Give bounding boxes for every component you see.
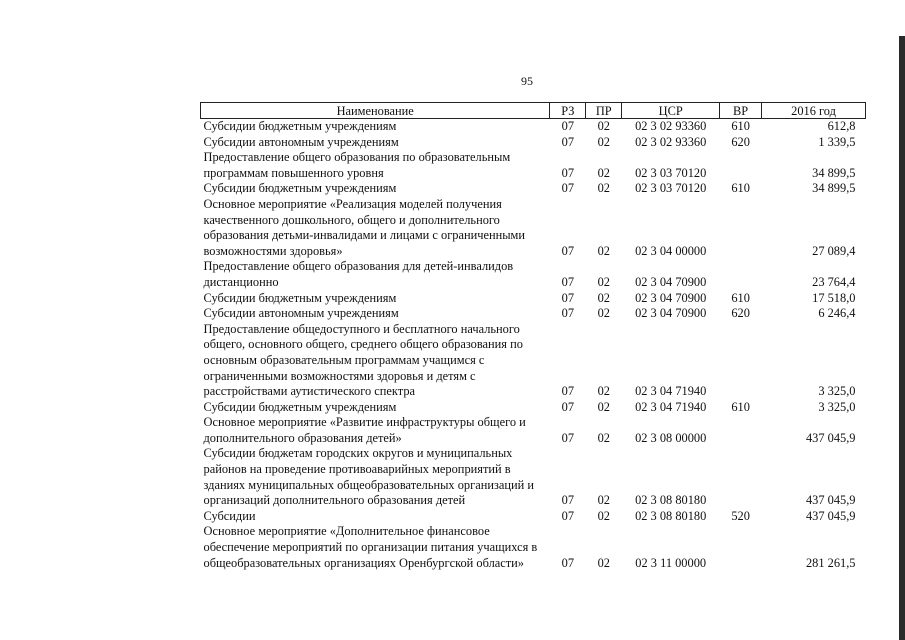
- cell-sum: 3 325,0: [818, 384, 856, 399]
- cell-rz: 07: [561, 508, 575, 523]
- cell-pr: 02: [597, 274, 610, 289]
- table-body: [201, 119, 866, 572]
- cell-pr: 02: [597, 165, 610, 180]
- cell-sum: 23 764,4: [812, 274, 856, 289]
- cell-csr: 02 3 03 70120: [635, 165, 707, 180]
- cell-csr: 02 3 04 71940: [635, 384, 707, 399]
- header-vr: ВР: [720, 103, 762, 119]
- cell-sum: 34 899,5: [812, 181, 856, 196]
- cell-rz: 07: [561, 493, 575, 508]
- table-row: [201, 119, 866, 135]
- cell-rz: 07: [561, 243, 575, 258]
- header-csr: ЦСР: [622, 103, 720, 119]
- cell-vr: [720, 197, 762, 259]
- cell-name: Основное мероприятие «Дополнительное финансовое обеспечение мероприятий по организации питания учащихся в общеобразовательных организациях Оренбургской области»: [203, 524, 538, 570]
- cell-name: Субсидии бюджетным учреждениям: [203, 290, 397, 305]
- table-header-row: [201, 103, 866, 119]
- cell-csr: 02 3 08 80180: [635, 508, 707, 523]
- cell-vr: 610: [731, 399, 750, 414]
- cell-pr: 02: [597, 399, 610, 414]
- cell-csr: 02 3 02 93360: [635, 134, 707, 149]
- cell-name: Основное мероприятие «Развитие инфраструктуры общего и дополнительного образования детей»: [203, 415, 526, 445]
- cell-name: Субсидии автономным учреждениям: [203, 306, 399, 321]
- table-row: [201, 181, 866, 197]
- cell-vr: 620: [731, 306, 750, 321]
- cell-rz: 07: [561, 555, 575, 570]
- cell-rz: 07: [561, 274, 575, 289]
- table-row: [201, 197, 866, 259]
- cell-vr: 620: [731, 134, 750, 149]
- cell-name: Предоставление общедоступного и бесплатного начального общего, основного общего, среднего общего образования по основным образовательным программам учащимся с ограниченными возможностями здоровья и детям с расстройствами аутистического спектра: [203, 321, 523, 399]
- cell-vr: [720, 446, 762, 508]
- cell-sum: 437 045,9: [805, 430, 856, 445]
- cell-vr: 610: [731, 290, 750, 305]
- budget-table: [200, 102, 866, 571]
- cell-rz: 07: [561, 399, 575, 414]
- scan-edge-shadow: [899, 36, 905, 640]
- cell-vr: [720, 150, 762, 181]
- cell-csr: 02 3 03 70120: [635, 181, 707, 196]
- cell-sum: 34 899,5: [812, 165, 856, 180]
- cell-name: Субсидии бюджетным учреждениям: [203, 181, 397, 196]
- cell-vr: [720, 415, 762, 446]
- page-number: 95: [521, 74, 533, 88]
- table-row: [201, 322, 866, 400]
- cell-csr: 02 3 04 00000: [635, 243, 707, 258]
- cell-pr: 02: [597, 181, 610, 196]
- cell-vr: 610: [731, 181, 750, 196]
- cell-name: Субсидии бюджетным учреждениям: [203, 119, 397, 133]
- cell-name: Основное мероприятие «Реализация моделей получения качественного дошкольного, общего и дополнительного образования детьми-инвалидами и лицами с ограниченными возможностями здоровья»: [203, 196, 526, 258]
- cell-csr: 02 3 04 70900: [635, 306, 707, 321]
- cell-pr: 02: [597, 134, 610, 149]
- cell-pr: 02: [597, 508, 610, 523]
- cell-pr: 02: [597, 290, 610, 305]
- cell-rz: 07: [561, 384, 575, 399]
- cell-pr: 02: [597, 384, 610, 399]
- cell-pr: 02: [597, 430, 610, 445]
- table-row: [201, 291, 866, 307]
- cell-pr: 02: [597, 306, 610, 321]
- cell-rz: 07: [561, 306, 575, 321]
- cell-csr: 02 3 04 70900: [635, 290, 707, 305]
- header-name: Наименование: [201, 103, 550, 119]
- cell-csr: 02 3 04 70900: [635, 274, 707, 289]
- cell-csr: 02 3 04 71940: [635, 399, 707, 414]
- cell-vr: [720, 524, 762, 571]
- cell-sum: 437 045,9: [805, 493, 856, 508]
- table-row: [201, 400, 866, 416]
- cell-sum: 612,8: [827, 119, 856, 133]
- cell-sum: 6 246,4: [818, 306, 856, 321]
- header-rz: РЗ: [550, 103, 586, 119]
- cell-name: Субсидии бюджетам городских округов и муниципальных районов на проведение противоаварийных мероприятий в зданиях муниципальных общеобразовательных организаций и организаций дополнительного образования детей: [203, 446, 534, 508]
- table-row: [201, 135, 866, 151]
- table-row: [201, 446, 866, 508]
- table-row: [201, 524, 866, 571]
- cell-sum: 3 325,0: [818, 399, 856, 414]
- cell-name: Субсидии: [203, 508, 256, 523]
- cell-csr: 02 3 11 00000: [635, 555, 707, 570]
- cell-rz: 07: [561, 290, 575, 305]
- table-row: [201, 415, 866, 446]
- header-pr: ПР: [586, 103, 622, 119]
- cell-pr: 02: [597, 243, 610, 258]
- cell-name: Субсидии автономным учреждениям: [203, 134, 399, 149]
- table-row: [201, 306, 866, 322]
- cell-csr: 02 3 02 93360: [635, 119, 707, 133]
- cell-sum: 437 045,9: [805, 508, 856, 523]
- cell-sum: 27 089,4: [812, 243, 856, 258]
- cell-sum: 281 261,5: [805, 555, 856, 570]
- cell-rz: 07: [561, 430, 575, 445]
- cell-name: Субсидии бюджетным учреждениям: [203, 399, 397, 414]
- cell-vr: [720, 322, 762, 400]
- table-row: [201, 150, 866, 181]
- table-row: [201, 509, 866, 525]
- cell-vr: [720, 259, 762, 290]
- cell-vr: 610: [731, 119, 750, 133]
- cell-pr: 02: [597, 493, 610, 508]
- cell-sum: 17 518,0: [812, 290, 856, 305]
- cell-name: Предоставление общего образования по образовательным программам повышенного уровня: [203, 150, 511, 180]
- cell-csr: 02 3 08 80180: [635, 493, 707, 508]
- cell-rz: 07: [561, 165, 575, 180]
- cell-csr: 02 3 08 00000: [635, 430, 707, 445]
- cell-rz: 07: [561, 119, 575, 133]
- cell-sum: 1 339,5: [818, 134, 856, 149]
- cell-rz: 07: [561, 181, 575, 196]
- cell-pr: 02: [597, 555, 610, 570]
- cell-rz: 07: [561, 134, 575, 149]
- cell-vr: 520: [731, 508, 750, 523]
- cell-pr: 02: [597, 119, 610, 133]
- table-row: [201, 259, 866, 290]
- cell-name: Предоставление общего образования для детей-инвалидов дистанционно: [203, 259, 514, 289]
- header-sum: 2016 год: [762, 103, 866, 119]
